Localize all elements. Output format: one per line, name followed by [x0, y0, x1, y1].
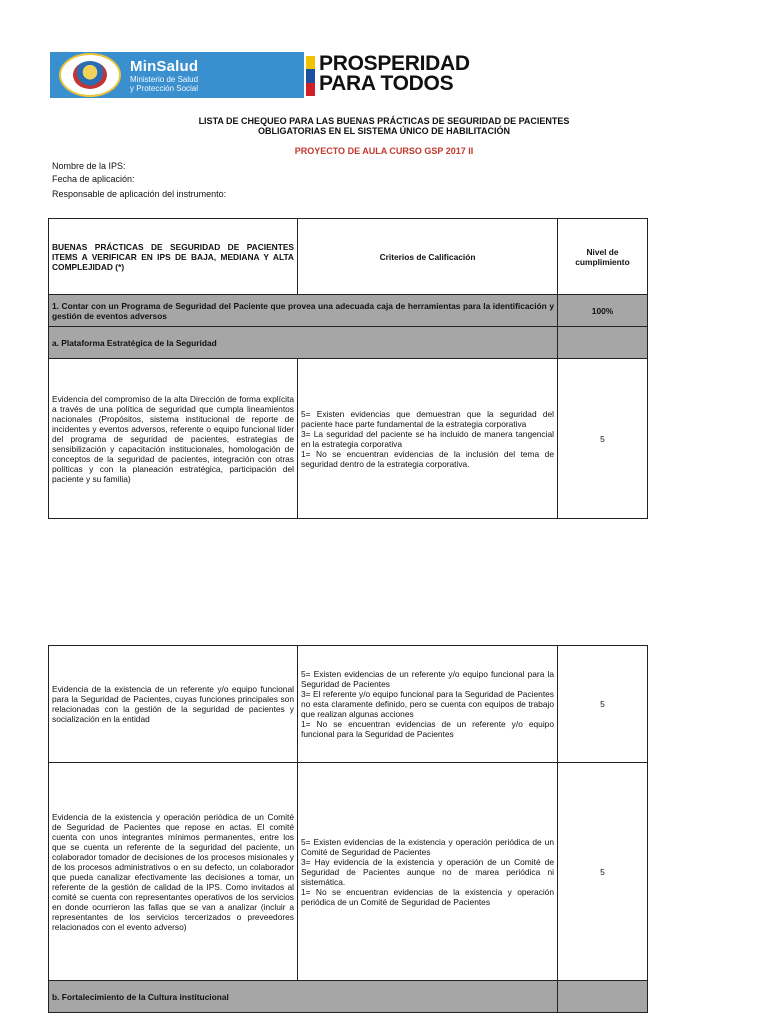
row3-score: 5: [558, 763, 648, 981]
row1-score: 5: [558, 359, 648, 519]
header-criteria: Criterios de Calificación: [298, 219, 558, 295]
prosperidad-logo: [319, 54, 470, 94]
minsalud-line2: y Protección Social: [130, 84, 199, 93]
row3-criteria: 5= Existen evidencias de la existencia y operación periódica de un Comité de Seguridad de Pacientes 3= Hay evidencia de la existencia y operación de un Comité de Seguridad de Pacientes aunque no de marea periódica ni sistemática. 1= No se encuentran evidencias de la existencia y operación periódica de un Comité de Seguridad de Pacientes: [298, 763, 558, 981]
table-row: [49, 646, 648, 763]
minsalud-name: MinSalud: [130, 58, 199, 75]
document-title-line2: OBLIGATORIAS EN EL SISTEMA ÚNICO DE HABILITACIÓN: [257, 126, 510, 136]
subsection-b-value: [558, 981, 648, 1013]
subsection-row: [49, 327, 648, 359]
section-row: [49, 295, 648, 327]
header-practices: BUENAS PRÁCTICAS DE SEGURIDAD DE PACIENTES ITEMS A VERIFICAR EN IPS DE BAJA, MEDIANA Y ALTA COMPLEJIDAD (*): [49, 219, 298, 295]
prosperidad-line2: PARA TODOS: [319, 72, 454, 95]
document-title-line1: LISTA DE CHEQUEO PARA LAS BUENAS PRÁCTICAS DE SEGURIDAD DE PACIENTES: [198, 116, 570, 126]
row2-score: 5: [558, 646, 648, 763]
header-level: Nivel de cumplimiento: [558, 219, 648, 295]
table-header-row: [49, 219, 648, 295]
minsalud-logo: [130, 58, 198, 93]
flag-stripe-icon: [306, 56, 315, 96]
row1-evidence: Evidencia del compromiso de la alta Dirección de forma explícita a través de una política de seguridad que cumpla lineamientos nacionales (Propósitos, sistema institucional de reporte de incidentes y eventos adversos, referente o equipo funcional líder del programa de seguridad de pacientes, estrategias de sensibilización y capacitación institucionales, homologación de conceptos de la seguridad de pacientes, integración con otras políticas y con la planeación estratégica, participación del paciente y su familia): [49, 359, 298, 519]
subsection-a-label: a. Plataforma Estratégica de la Seguridad: [49, 327, 558, 359]
checklist-table-1: [48, 218, 648, 519]
checklist-table-2: [48, 645, 648, 1013]
table-row: [49, 359, 648, 519]
field-ips: Nombre de la IPS:: [52, 161, 126, 171]
table-row: [49, 763, 648, 981]
row1-criteria: 5= Existen evidencias que demuestran que la seguridad del paciente hace parte fundamental de la estrategia corporativa 3= La seguridad del paciente se ha incluido de manera tangencial en la estrategia corporativa 1= No se encuentran evidencias de la inclusión del tema de seguridad dentro de la estrategia corporativa.: [298, 359, 558, 519]
section-1-label: 1. Contar con un Programa de Seguridad del Paciente que provea una adecuada caja de herramientas para la identificación y gestión de eventos adversos: [49, 295, 558, 327]
subsection-b-label: b. Fortalecimiento de la Cultura institucional: [49, 981, 558, 1013]
section-1-value: 100%: [558, 295, 648, 327]
minsalud-line1: Ministerio de Salud: [130, 75, 199, 84]
subsection-row: [49, 981, 648, 1013]
colombia-seal-icon: [59, 53, 121, 97]
row2-evidence: Evidencia de la existencia de un referente y/o equipo funcional para la Seguridad de Pacientes, cuyas funciones principales son relacionadas con la gestión de la seguridad de pacientes y socialización en la entidad: [49, 646, 298, 763]
field-fecha: Fecha de aplicación:: [52, 174, 135, 184]
row2-criteria: 5= Existen evidencias de un referente y/o equipo funcional para la Seguridad de Pacientes 3= El referente y/o equipo funcional para la Seguridad de Pacientes no esta claramente definido, pero se cuenta con equipos de trabajo que realizan algunas acciones 1= No se encuentran evidencias de un referente y/o equipo funcional para la Seguridad de Pacientes: [298, 646, 558, 763]
document-subtitle: PROYECTO DE AULA CURSO GSP 2017 II: [294, 146, 474, 156]
field-responsable: Responsable de aplicación del instrumento:: [52, 189, 227, 199]
subsection-a-value: [558, 327, 648, 359]
row3-evidence: Evidencia de la existencia y operación periódica de un Comité de Seguridad de Pacientes que repose en actas. El comité cuenta con unos integrantes mínimos permanentes, entre los que se cuenta un referente de la seguridad del paciente, un colaborador tomador de decisiones de los procesos misionales y de los procesos administrativos o en su defecto, un colaborador que pueda canalizar efectivamente las decisiones a tomar, un referente de la gestión de calidad de la IPS. Como invitados al comité se cuenta con representantes operativos de los servicios en donde ocurrieron las fallas que se van a analizar (incluir a representantes de los servicios tercerizados o preveedores relacionados con el evento adverso): [49, 763, 298, 981]
prosperidad-line1: PROSPERIDAD: [319, 52, 470, 75]
